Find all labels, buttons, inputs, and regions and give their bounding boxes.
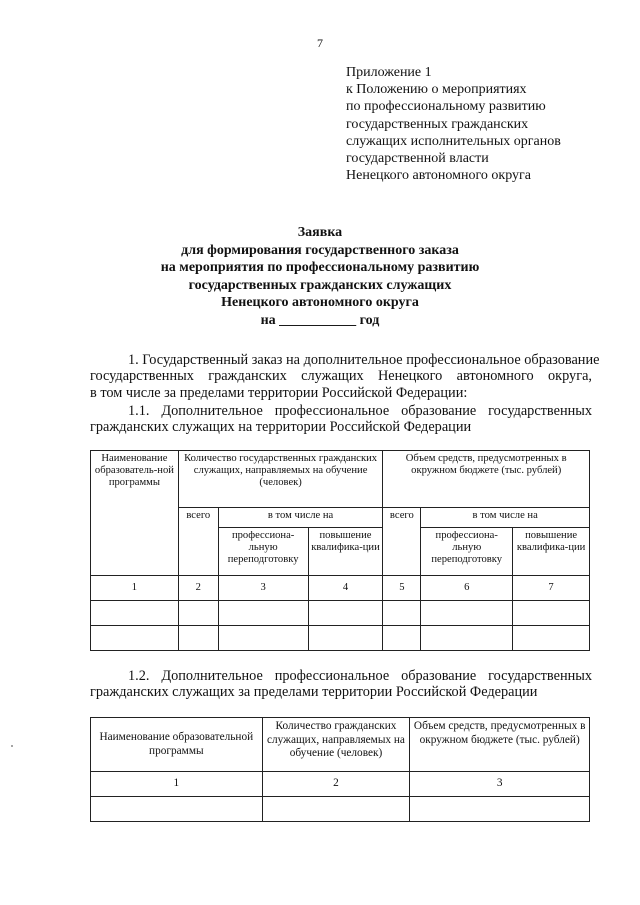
column-number: 1 xyxy=(91,576,179,601)
domestic-training-table xyxy=(90,450,590,651)
column-number: 4 xyxy=(308,576,383,601)
paragraph-line: 1.2. Дополнительное профессиональное образование государственных xyxy=(128,668,592,684)
foreign-training-table xyxy=(90,717,590,822)
column-number: 2 xyxy=(262,772,410,797)
header-including: в том числе на xyxy=(218,508,383,528)
paragraph-line: государственных гражданских служащих Ненецкого автономного округа, xyxy=(90,368,592,385)
column-number: 5 xyxy=(383,576,421,601)
title-line: Заявка xyxy=(297,225,343,240)
appendix-line: государственных гражданских xyxy=(346,116,529,132)
title-line: государственных гражданских служащих xyxy=(188,277,452,293)
title-line: на ___________ год xyxy=(260,312,380,328)
scan-speck xyxy=(11,745,13,747)
appendix-line: по профессиональному развитию xyxy=(346,99,546,115)
section-1-paragraph xyxy=(90,352,600,401)
header-including: в том числе на xyxy=(421,508,590,528)
paragraph-line: гражданских служащих на территории Российской Федерации xyxy=(90,419,472,436)
header-retraining: профессиона-льную переподготовку xyxy=(421,528,513,576)
title-line: на мероприятия по профессиональному развитию xyxy=(160,260,480,276)
column-number: 3 xyxy=(218,576,308,601)
column-number: 2 xyxy=(178,576,218,601)
header-qualification: повышение квалифика-ции xyxy=(513,528,590,576)
table-row xyxy=(91,601,590,626)
appendix-reference xyxy=(346,64,616,184)
appendix-line: Ненецкого автономного округа xyxy=(346,168,531,184)
paragraph-line: в том числе за пределами территории Российской Федерации: xyxy=(90,384,468,401)
paragraph-line: 1.1. Дополнительное профессиональное образование государственных xyxy=(128,403,592,419)
paragraph-line: 1. Государственный заказ на дополнительное профессиональное образование xyxy=(128,352,600,368)
column-number: 6 xyxy=(421,576,513,601)
header-program-name: Наименование образовательной программы xyxy=(91,718,263,772)
header-total: всего xyxy=(178,508,218,576)
column-number: 3 xyxy=(410,772,590,797)
page-number: 7 xyxy=(317,36,323,50)
header-budget: Объем средств, предусмотренных в окружном бюджете (тыс. рублей) xyxy=(410,718,590,772)
section-1-1-paragraph xyxy=(90,403,592,436)
table-row xyxy=(91,797,590,822)
title-line: Ненецкого автономного округа xyxy=(221,295,419,311)
appendix-line: к Положению о мероприятиях xyxy=(346,82,527,98)
appendix-line: Приложение 1 xyxy=(346,65,432,80)
header-qualification: повышение квалифика-ции xyxy=(308,528,383,576)
title-line: для формирования государственного заказа xyxy=(181,242,459,258)
document-title xyxy=(60,224,580,330)
table-row xyxy=(91,626,590,651)
section-1-2-paragraph xyxy=(90,668,592,701)
header-employee-count: Количество гражданских служащих, направляемых на обучение (человек) xyxy=(262,718,410,772)
header-total: всего xyxy=(383,508,421,576)
header-budget: Объем средств, предусмотренных в окружном бюджете (тыс. рублей) xyxy=(383,451,590,508)
appendix-line: государственной власти xyxy=(346,151,489,167)
header-retraining: профессиона-льную переподготовку xyxy=(218,528,308,576)
header-employee-count: Количество государственных гражданских служащих, направляемых на обучение (человек) xyxy=(178,451,383,508)
paragraph-line: гражданских служащих за пределами территории Российской Федерации xyxy=(90,684,538,701)
appendix-line: служащих исполнительных органов xyxy=(346,133,561,149)
column-number: 7 xyxy=(513,576,590,601)
column-number: 1 xyxy=(91,772,263,797)
header-program-name: Наименование образователь-ной программы xyxy=(91,451,179,576)
